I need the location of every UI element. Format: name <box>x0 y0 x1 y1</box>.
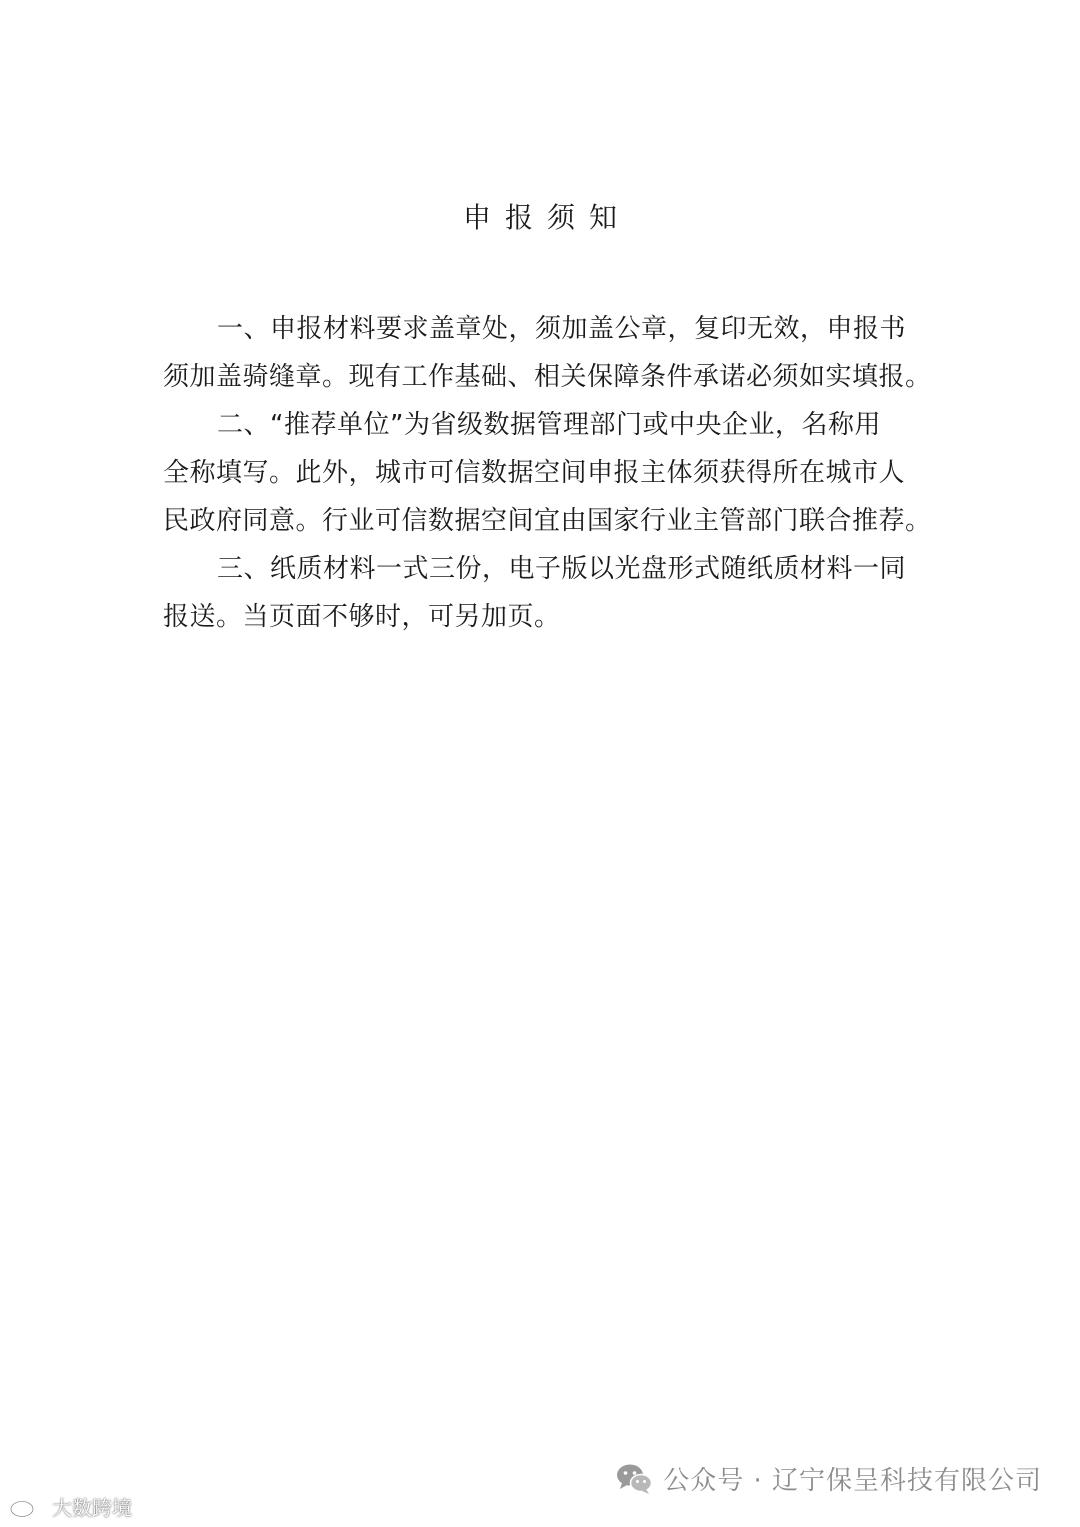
notice-line: 须加盖骑缝章。现有工作基础、相关保障条件承诺必须如实填报。 <box>163 362 932 392</box>
notice-body <box>163 305 932 641</box>
watermark <box>8 1492 132 1521</box>
source-label: 公众号 · 辽宁保呈科技有限公司 <box>663 1466 1042 1496</box>
source-attribution[interactable] <box>615 1460 1042 1497</box>
notice-line: 全称填写。此外，城市可信数据空间申报主体须获得所在城市人 <box>163 458 906 488</box>
notice-line: 三、纸质材料一式三份，电子版以光盘形式随纸质材料一同 <box>217 554 907 584</box>
watermark-label: 大数跨境 <box>52 1496 132 1520</box>
notice-item-2 <box>163 401 932 545</box>
notice-item-1 <box>163 305 932 401</box>
notice-line: 报送。当页面不够时，可另加页。 <box>163 602 561 632</box>
notice-line: 一、申报材料要求盖章处，须加盖公章，复印无效，申报书 <box>217 314 907 344</box>
page-title: 申报须知 <box>462 201 631 234</box>
wechat-icon <box>615 1462 653 1496</box>
notice-line: 民政府同意。行业可信数据空间宜由国家行业主管部门联合推荐。 <box>163 506 932 536</box>
notice-line: 二、“推荐单位”为省级数据管理部门或中央企业，名称用 <box>217 410 881 440</box>
notice-item-3 <box>163 545 923 641</box>
weibo-icon <box>8 1495 48 1519</box>
